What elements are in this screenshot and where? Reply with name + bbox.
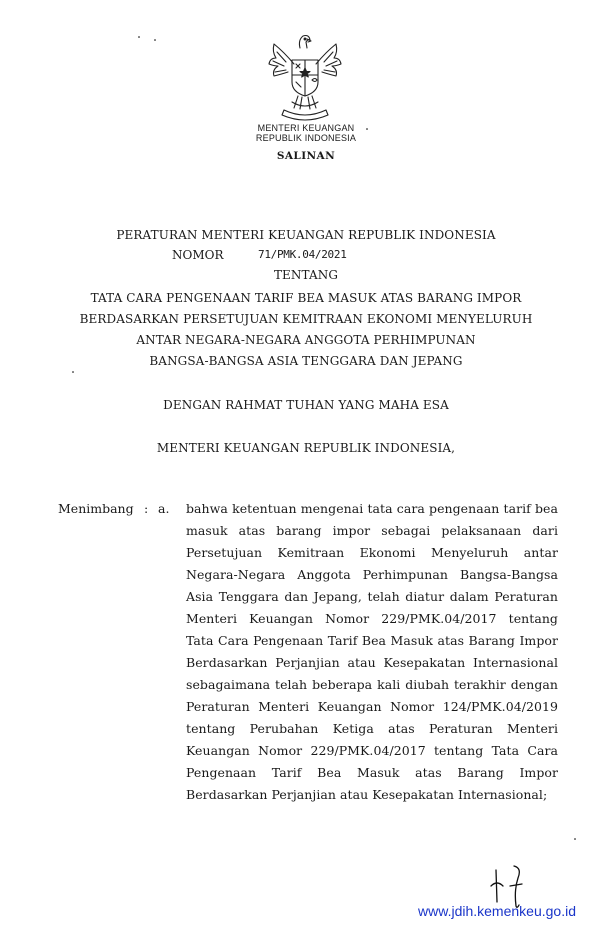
consideration-text-line: Negara-Negara Anggota Perhimpunan Bangsa-Bangsa [186,567,558,582]
consideration-text-line: Berdasarkan Perjanjian atau Kesepakatan Internasional [186,655,558,670]
scan-speck [72,371,74,373]
subject-line: BERDASARKAN PERSETUJUAN KEMITRAAN EKONOMI MENYELURUH [79,312,533,326]
consideration-text-line: Peraturan Menteri Keuangan Nomor 124/PMK.04/2019 [186,699,558,714]
consideration-text-line: Berdasarkan Perjanjian atau Kesepakatan Internasional; [186,787,548,802]
consideration-text-line: masuk atas barang impor sebagai pelaksanaan dari [186,523,558,538]
garuda-emblem-icon [262,30,348,122]
issuer-line-2: REPUBLIK INDONESIA [255,133,357,143]
subject-line: BANGSA-BANGSA ASIA TENGGARA DAN JEPANG [149,354,463,368]
issuer-line-1: MENTERI KEUANGAN [257,123,355,133]
consideration-text-line: sebagaimana telah beberapa kali diubah terakhir dengan [186,677,558,692]
website-watermark: www.jdih.kemenkeu.go.id [418,903,576,919]
consideration-text-line: Persetujuan Kemitraan Ekonomi Menyeluruh antar [186,545,558,560]
scan-speck [574,838,576,840]
consideration-text-line: Asia Tenggara dan Jepang, telah diatur dalam Peraturan [186,589,558,604]
consideration-text-line: Menteri Keuangan Nomor 229/PMK.04/2017 tentang [186,611,558,626]
blessing-line: DENGAN RAHMAT TUHAN YANG MAHA ESA [163,398,449,412]
consideration-text-line: tentang Perubahan Ketiga atas Peraturan Menteri [186,721,558,736]
authority-line: MENTERI KEUANGAN REPUBLIK INDONESIA, [156,441,456,455]
consideration-text-line: Pengenaan Tarif Bea Masuk atas Barang Impor [186,765,558,780]
copy-mark: SALINAN [276,150,336,162]
consideration-text-line: bahwa ketentuan mengenai tata cara pengenaan tarif bea [186,501,558,516]
consideration-text-line: Keuangan Nomor 229/PMK.04/2017 tentang Tata Cara [186,743,558,758]
nomor-label: NOMOR [172,248,224,262]
consideration-text-line: Tata Cara Pengenaan Tarif Bea Masuk atas Barang Impor [186,633,558,648]
consideration-item-letter: a. [158,501,170,516]
scan-speck [154,39,156,41]
consideration-label: Menimbang [58,501,134,516]
scan-speck [138,36,140,38]
subject-line: TATA CARA PENGENAAN TARIF BEA MASUK ATAS BARANG IMPOR [90,291,522,305]
nomor-value: 71/PMK.04/2021 [258,248,347,261]
regulation-title: PERATURAN MENTERI KEUANGAN REPUBLIK INDONESIA [116,228,496,242]
subject-line: ANTAR NEGARA-NEGARA ANGGOTA PERHIMPUNAN [136,333,476,347]
tentang-heading: TENTANG [273,268,339,282]
consideration-colon: : [144,501,149,516]
